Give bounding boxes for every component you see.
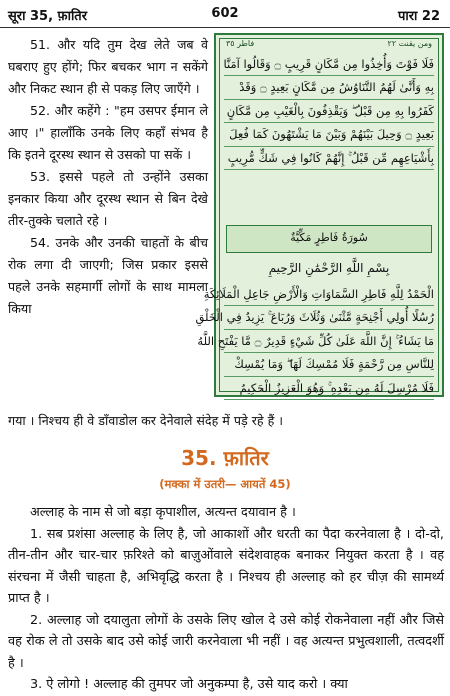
bismillah-translation: अल्लाह के नाम से जो बड़ा कृपाशील, अत्यन्त दयावान है । (30, 505, 296, 520)
verse-1: 1. सब प्रशंसा अल्लाह के लिए है, जो आकाशों और धरती का पैदा करनेवाला है । दो-दो, तीन-तीन और चार-चार फ़रिश्ते को बाज़ुओंवाले संदेशवाहक बनाकर नियुक्त करता है । वह संरचना में जैसी चाहता है, अभिवृद्धि करता है । निश्चय ही अल्लाह को हर चीज़ की सामर्थ्य प्राप्त है । (8, 526, 444, 606)
continuation-line: गया । निश्चय ही वे डाँवाडोल कर देनेवाले संदेह में पड़े रहे हैं । (8, 413, 284, 428)
page-header (0, 0, 450, 28)
arabic-text-panel (195, 33, 444, 397)
arabic-lines-top (224, 53, 434, 170)
running-head-surah: सूरा 35, फ़ातिर (8, 9, 88, 24)
verse-54: 54. उनके और उनकी चाहतों के बीच रोक लगा दी जाएगी; जिस प्रकार इससे पहले उनके सहमार्गी लोगों के साथ मामला किया (8, 235, 208, 316)
surah-meta: (मक्का में उतरी— आयतें 45) (159, 477, 291, 491)
body-text (8, 502, 444, 696)
arabic-line: فَلَا فَوْتَ وَأُخِذُوا مِن مَّكَانٍ قَرِيبٍ ۝ وَقَالُوا آمَنَّا (224, 53, 434, 76)
arabic-line: بِهِ وَأَنَّىٰ لَهُمُ التَّنَاوُشُ مِن مَّكَانٍ بَعِيدٍ ۝ وَقَدْ (224, 76, 434, 99)
panel-label-left: فاطر ٣٥ (226, 39, 255, 48)
arabic-line: كَفَرُوا بِهِ مِن قَبْلُ ۖ وَيَقْذِفُونَ بِالْغَيْبِ مِن مَّكَانٍ (224, 100, 434, 123)
verse-51: 51. और यदि तुम देख लेते जब वे घबराए हुए होंगे; फिर बचकर भाग न सकेंगे और निकट स्थान ही से पकड़ लिए जाएँगे । (8, 37, 208, 96)
arabic-line: لِلنَّاسِ مِن رَّحْمَةٍ فَلَا مُمْسِكَ لَهَا ۖ وَمَا يُمْسِكْ (224, 353, 434, 376)
arabic-lines-bottom (195, 283, 434, 400)
left-column-text (8, 34, 208, 320)
arabic-line: رُسُلًا أُولِي أَجْنِحَةٍ مَّثْنَىٰ وَثُلَاثَ وَرُبَاعَ ۚ يَزِيدُ فِي الْخَلْقِ (224, 306, 434, 329)
verse-53: 53. इससे पहले तो उन्होंने उसका इनकार किया और दूरस्थ स्थान से बिन देखे तीर-तुक्के चलाते रहे । (8, 169, 208, 228)
verse-2: 2. अल्लाह जो दयालुता लोगों के उसके लिए खोल दे उसे कोई रोकनेवाला नहीं और जिसे वह रोक ले तो उसके बाद उसे कोई जारी करनेवाला भी नहीं । वह अत्यन्त प्रभुत्वशाली, तत्वदर्शी है । (8, 612, 444, 671)
verse-3: 3. ऐ लोगो ! अल्लाह की तुमपर जो अनुकम्पा है, उसे याद करो । क्या (30, 677, 348, 692)
surah-title: 35. फ़ातिर (181, 446, 269, 470)
arabic-line: فَلَا مُرْسِلَ لَهُ مِن بَعْدِهِ ۚ وَهُوَ الْعَزِيزُ الْحَكِيمُ (224, 377, 434, 400)
surah-header-box: سُورَةُ فَاطِرٍ مَكِّيَّةٌ (226, 225, 432, 253)
arabic-line: الْحَمْدُ لِلَّهِ فَاطِرِ السَّمَاوَاتِ وَالْأَرْضِ جَاعِلِ الْمَلَائِكَةِ (224, 283, 434, 306)
panel-label-right: ومن يقنت ٢٢ (387, 39, 432, 48)
bismillah: بِسْمِ اللَّهِ الرَّحْمَٰنِ الرَّحِيمِ (268, 261, 390, 275)
arabic-line: بِأَشْيَاعِهِم مِّن قَبْلُ ۚ إِنَّهُمْ كَانُوا فِي شَكٍّ مُّرِيبٍ (224, 147, 434, 170)
running-head-para: पारा 22 (397, 9, 440, 24)
arabic-line: مَا يَشَاءُ ۚ إِنَّ اللَّهَ عَلَىٰ كُلِّ شَيْءٍ قَدِيرٌ ۝ مَّا يَفْتَحِ اللَّهُ (224, 330, 434, 353)
verse-52: 52. और कहेंगे : "हम उसपर ईमान ले आए ।" हालाँकि उनके लिए कहाँ संभव है कि इतने दूरस्थ स्थान से उसको पा सकें । (8, 103, 208, 162)
arabic-line: بَعِيدٍ ۝ وَحِيلَ بَيْنَهُمْ وَبَيْنَ مَا يَشْتَهُونَ كَمَا فُعِلَ (224, 123, 434, 146)
page-number: 602 (211, 6, 239, 21)
